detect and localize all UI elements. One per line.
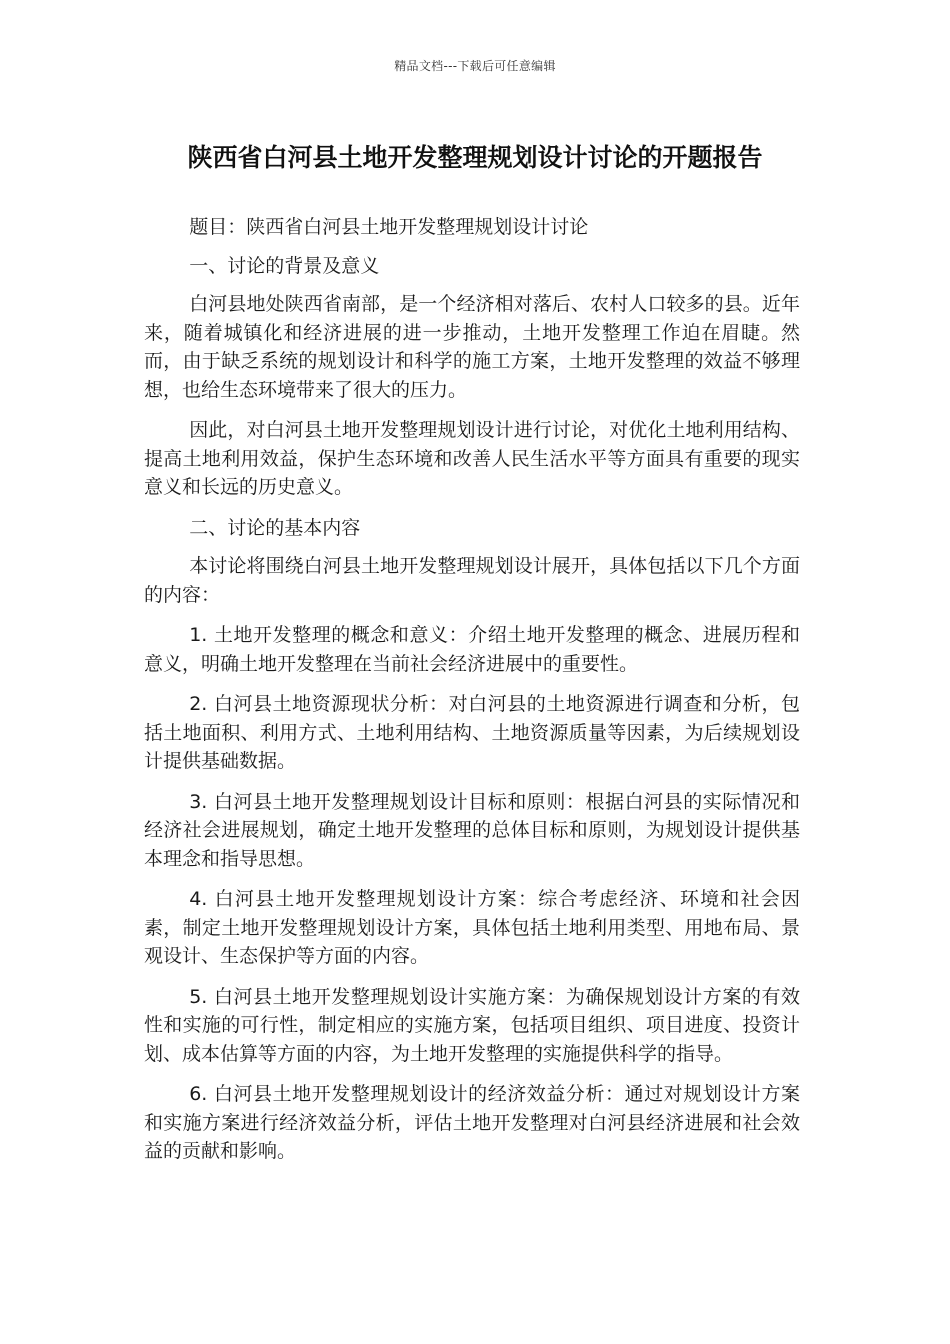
paragraph: 因此，对白河县土地开发整理规划设计进行讨论，对优化土地利用结构、提高土地利用效益，保护生态环境和改善人民生活水平等方面具有重要的现实意义和长远的历史意义。 bbox=[144, 419, 800, 498]
list-item: 3. 白河县土地开发整理规划设计目标和原则：根据白河县的实际情况和经济社会进展规划，确定土地开发整理的总体目标和原则，为规划设计提供基本理念和指导思想。 bbox=[144, 790, 800, 870]
list-item: 5. 白河县土地开发整理规划设计实施方案：为确保规划设计方案的有效性和实施的可行性，制定相应的实施方案，包括项目组织、项目进度、投资计划、成本估算等方面的内容，为土地开发整理的实施提供科学的指导。 bbox=[144, 985, 800, 1065]
section-heading-background: 一、讨论的背景及意义 bbox=[189, 254, 380, 277]
subject-line: 题目：陕西省白河县土地开发整理规划设计讨论 bbox=[189, 216, 589, 238]
document-title: 陕西省白河县土地开发整理规划设计讨论的开题报告 bbox=[187, 143, 763, 172]
document-body bbox=[144, 213, 800, 1178]
paragraph: 白河县地处陕西省南部，是一个经济相对落后、农村人口较多的县。近年来，随着城镇化和经济进展的进一步推动，土地开发整理工作迫在眉睫。然而，由于缺乏系统的规划设计和科学的施工方案，土地开发整理的效益不够理想，也给生态环境带来了很大的压力。 bbox=[144, 293, 800, 401]
list-item: 1. 土地开发整理的概念和意义：介绍土地开发整理的概念、进展历程和意义，明确土地开发整理在当前社会经济进展中的重要性。 bbox=[144, 624, 800, 675]
list-item: 4. 白河县土地开发整理规划设计方案：综合考虑经济、环境和社会因素，制定土地开发整理规划设计方案，具体包括土地利用类型、用地布局、景观设计、生态保护等方面的内容。 bbox=[144, 888, 800, 967]
list-item: 6. 白河县土地开发整理规划设计的经济效益分析：通过对规划设计方案和实施方案进行经济效益分析，评估土地开发整理对白河县经济进展和社会效益的贡献和影响。 bbox=[144, 1083, 800, 1162]
paragraph: 本讨论将围绕白河县土地开发整理规划设计展开，具体包括以下几个方面的内容： bbox=[144, 555, 800, 606]
page-header-note: 精品文档---下载后可任意编辑 bbox=[394, 59, 556, 73]
section-heading-content: 二、讨论的基本内容 bbox=[189, 516, 361, 539]
list-item: 2. 白河县土地资源现状分析：对白河县的土地资源进行调查和分析，包括土地面积、利用方式、土地利用结构、土地资源质量等因素，为后续规划设计提供基础数据。 bbox=[144, 693, 800, 772]
